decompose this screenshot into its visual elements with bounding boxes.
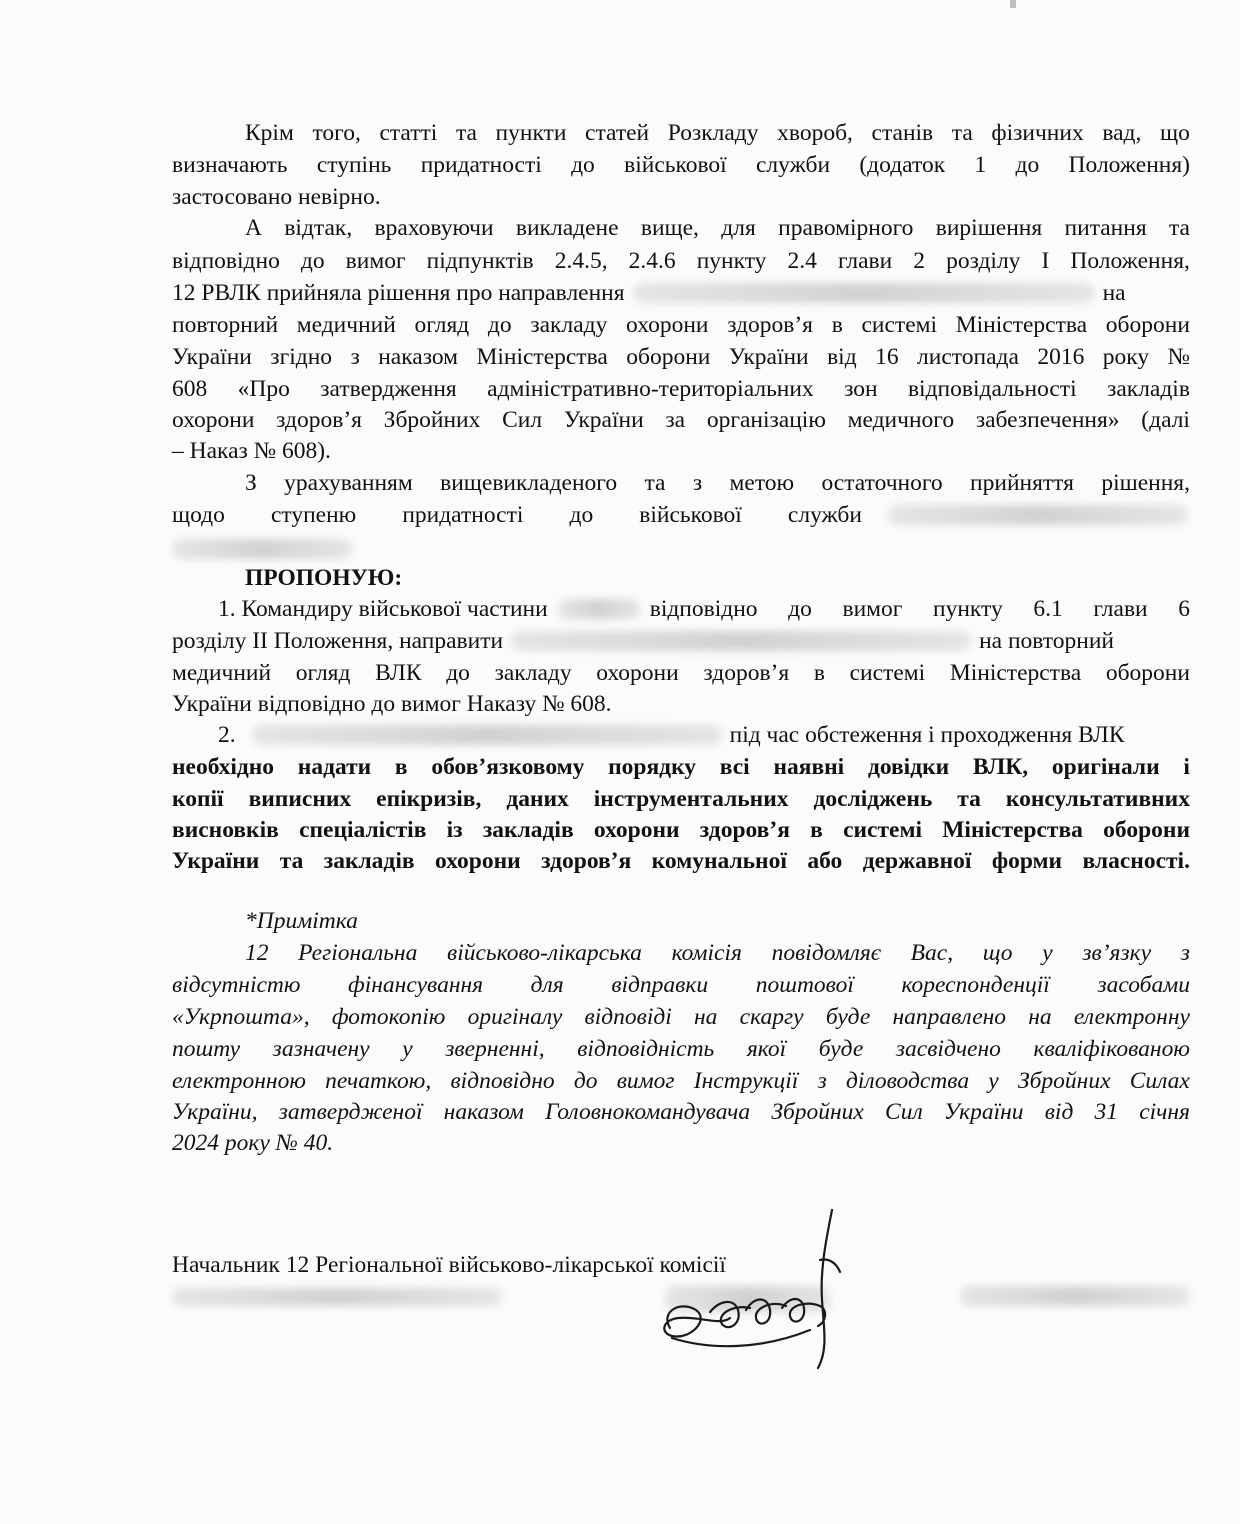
word: з (692, 470, 703, 496)
word: ступінь (316, 152, 392, 178)
para2-line3 (172, 278, 1190, 308)
redacted-name (888, 505, 1188, 525)
item1-line2-text: розділу ІІ Положення, направити (172, 628, 504, 654)
word: відправки (611, 972, 709, 998)
word: діловодства (845, 1068, 970, 1094)
word: статей (585, 120, 650, 146)
word: та (1169, 215, 1190, 241)
word: відповідальності (907, 376, 1077, 402)
word: від (1044, 1099, 1074, 1125)
word: виписних (248, 786, 352, 812)
signature-title: Начальник 12 Регіональної військово-лікарської комісії (172, 1252, 726, 1278)
word: кореспонденції (901, 972, 1050, 998)
word: вимог (345, 248, 406, 274)
word: викладене (515, 215, 619, 241)
para3-line2-words (172, 500, 862, 530)
word: огляд (414, 312, 470, 338)
word: затвердженої (278, 1099, 423, 1125)
word: відтак, (284, 215, 353, 241)
word: питання (1064, 215, 1147, 241)
word: станів (871, 120, 934, 146)
word: охорони (626, 312, 709, 338)
word: всі (719, 754, 750, 780)
word: та (455, 120, 477, 146)
word: Положення, (1070, 248, 1190, 274)
word: закладу (530, 312, 608, 338)
word: 2.4 (787, 248, 817, 274)
word: Збройних (1017, 1068, 1111, 1094)
word: Інструкції (693, 1068, 799, 1094)
word: закладів (482, 817, 574, 843)
word: 608 (172, 376, 208, 402)
word: того, (312, 120, 361, 146)
word: листопада (917, 344, 1019, 370)
word: охорони (172, 407, 255, 433)
word: Вас, (910, 940, 954, 966)
word: наказом (378, 344, 459, 370)
word: повідомляє (771, 940, 881, 966)
item2-bold-line1 (172, 752, 1190, 782)
word: від (827, 344, 857, 370)
word: року (1102, 344, 1150, 370)
word: повторний (172, 312, 279, 338)
word: електронною (172, 1068, 306, 1094)
word: України (728, 344, 809, 370)
redacted-rank (172, 1288, 502, 1306)
item1-line4: України відповідно до вимог Наказу № 608. (172, 691, 612, 717)
proposal-heading: ПРОПОНУЮ: (245, 565, 403, 591)
word: закладів (1107, 376, 1190, 402)
word: фінансування (348, 972, 484, 998)
word: зазначену (272, 1036, 370, 1062)
word: Крім (245, 120, 294, 146)
para3-line1 (245, 468, 1190, 498)
word: досліджень (813, 786, 933, 812)
word: відповіді (584, 1004, 672, 1030)
word: у (1042, 940, 1053, 966)
word: та (951, 120, 973, 146)
word: державної (862, 848, 972, 874)
word: печаткою, (325, 1068, 432, 1094)
word: буде (825, 1004, 871, 1030)
word: затвердження (320, 376, 457, 402)
word: в (813, 660, 825, 686)
signer-name (960, 1286, 1190, 1306)
word: вимог (842, 596, 903, 622)
word: скаргу (739, 1004, 804, 1030)
word: служби (755, 152, 831, 178)
word: ступеню (270, 502, 357, 528)
word: даних (506, 786, 569, 812)
word: з (817, 1068, 827, 1094)
word: до (571, 152, 595, 178)
word: 16 (875, 344, 899, 370)
word: із (446, 817, 463, 843)
word: направлено (892, 1004, 1007, 1030)
word: пошту (172, 1036, 241, 1062)
word: до (573, 1068, 598, 1094)
item1-line2-end: на повторний (979, 628, 1114, 654)
word: охорони (593, 817, 680, 843)
word: засобами (1097, 972, 1190, 998)
word: копії (172, 786, 224, 812)
word: України (172, 344, 252, 370)
word: глави (1093, 596, 1148, 622)
word: здоров’я (276, 407, 362, 433)
word: пункту (933, 596, 1003, 622)
word: ВЛК, (972, 754, 1029, 780)
word: здоров’я (541, 848, 632, 874)
word: засвідчено (895, 1036, 1001, 1062)
word: та (279, 848, 304, 874)
item2-line1 (218, 720, 1190, 750)
word: спеціалістів (299, 817, 427, 843)
word: що (1160, 120, 1190, 146)
word: розділу (946, 248, 1021, 274)
item2-number: 2. (218, 722, 236, 748)
word: придатності (420, 152, 542, 178)
word: Положення) (1068, 152, 1190, 178)
redacted-unit (558, 599, 640, 619)
word: форми (991, 848, 1063, 874)
word: придатності (402, 502, 524, 528)
scan-mark (1010, 0, 1016, 8)
word: «Про (237, 376, 290, 402)
word: адміністративно-територіальних (487, 376, 814, 402)
para3-line3 (172, 532, 352, 562)
word: до (487, 312, 512, 338)
word: Міністерства (476, 344, 608, 370)
word: 2 (913, 248, 926, 274)
word: прийняття (970, 470, 1074, 496)
word: відповідно (450, 1068, 555, 1094)
note-line3 (172, 1002, 1190, 1032)
word: відповідно (172, 248, 280, 274)
word: відповідність (577, 1036, 715, 1062)
para2-line1 (245, 213, 1190, 243)
para2-line3-end: на (1102, 280, 1126, 306)
para2-line7 (172, 405, 1190, 435)
note-title: *Примітка (245, 908, 358, 934)
word: в (810, 817, 823, 843)
word: статті (379, 120, 438, 146)
word: рішення, (1101, 470, 1190, 496)
word: військово-лікарська (447, 940, 642, 966)
para1-line1 (245, 118, 1190, 148)
word: № (1167, 344, 1190, 370)
word: січня (1139, 1099, 1190, 1125)
redacted-signer-name (960, 1286, 1190, 1306)
word: до (446, 660, 470, 686)
word: І (1041, 248, 1050, 274)
word: вирішення (935, 215, 1043, 241)
word: Регіональна (298, 940, 418, 966)
word: України, (172, 1099, 258, 1125)
para1-line3: застосовано невірно. (172, 184, 381, 210)
word: якої (746, 1036, 787, 1062)
word: Силах (1129, 1068, 1190, 1094)
word: вад, (1102, 120, 1142, 146)
word: визначають (172, 152, 288, 178)
word: електронну (1073, 1004, 1190, 1030)
word: правомірного (778, 215, 914, 241)
word: і (1183, 754, 1190, 780)
word: 6.1 (1033, 596, 1063, 622)
word: вище, (640, 215, 699, 241)
word: пункту (696, 248, 767, 274)
word: щодо (172, 502, 225, 528)
item2-bold-line3 (172, 815, 1190, 845)
word: та (957, 786, 981, 812)
word: підпунктів (426, 248, 534, 274)
word: З (245, 470, 257, 496)
word: урахуванням (284, 470, 413, 496)
word: медичний (296, 312, 396, 338)
word: за (665, 407, 686, 433)
redacted-name (252, 725, 722, 745)
word: хвороб, (777, 120, 853, 146)
word: та (644, 470, 666, 496)
word: військової (639, 502, 742, 528)
word: власності. (1082, 848, 1190, 874)
word: метою (729, 470, 795, 496)
word: на (694, 1004, 718, 1030)
word: порядку (608, 754, 697, 780)
word: глави (837, 248, 893, 274)
note-line5 (172, 1066, 1190, 1096)
word: Міністерства (949, 660, 1082, 686)
item1-line3 (172, 658, 1190, 688)
item1-line2 (172, 626, 1190, 656)
para2-line8: – Наказ № 608). (172, 438, 331, 464)
word: до (300, 248, 325, 274)
word: організацію (706, 407, 826, 433)
word: оборони (1105, 660, 1190, 686)
word: оборони (1103, 817, 1190, 843)
word: медичного (847, 407, 955, 433)
word: поштової (755, 972, 854, 998)
word: зверненні, (445, 1036, 545, 1062)
word: оригіналу (467, 1004, 563, 1030)
word: фотокопію (331, 1004, 446, 1030)
word: 2.4.5, (554, 248, 608, 274)
handwritten-signature (650, 1200, 870, 1380)
word: до (569, 502, 594, 528)
word: 12 (245, 940, 269, 966)
word: Розкладу (667, 120, 759, 146)
word: 2.4.6 (628, 248, 676, 274)
word: оборони (626, 344, 711, 370)
word: у (988, 1068, 999, 1094)
word: закладів (323, 848, 415, 874)
word: в (831, 312, 843, 338)
word: закладу (494, 660, 572, 686)
word: необхідно (172, 754, 275, 780)
word: А (245, 215, 262, 241)
word: України (172, 848, 260, 874)
word: до (788, 596, 812, 622)
redacted-name (172, 539, 352, 559)
note-line2 (172, 970, 1190, 1000)
para2-line4 (172, 310, 1190, 340)
word: огляд (295, 660, 351, 686)
word: ВЛК (375, 660, 422, 686)
word: що (982, 940, 1013, 966)
word: надати (297, 754, 372, 780)
word: зв’язку (1082, 940, 1152, 966)
word: Збройних (771, 1099, 864, 1125)
redacted-name (633, 283, 1095, 303)
word: Міністерства (955, 312, 1088, 338)
word: кваліфікованою (1033, 1036, 1190, 1062)
word: 2016 (1037, 344, 1085, 370)
para2-line6 (172, 374, 1190, 404)
word: охорони (434, 848, 521, 874)
word: Сил (885, 1099, 923, 1125)
word: оборони (1105, 312, 1190, 338)
note-line4 (172, 1034, 1190, 1064)
word: фізичних (991, 120, 1084, 146)
word: забезпечення» (975, 407, 1120, 433)
para2-line3-text: 12 РВЛК прийняла рішення про направлення (172, 280, 625, 306)
word: враховуючи (374, 215, 494, 241)
word: здоров’я (699, 817, 790, 843)
item2-bold-line4 (172, 846, 1190, 876)
note-line1 (245, 938, 1190, 968)
word: оригінали (1051, 754, 1160, 780)
word: зон (844, 376, 878, 402)
word: в (394, 754, 408, 780)
word: 6 (1178, 596, 1190, 622)
word: з (350, 344, 360, 370)
word: охорони (596, 660, 679, 686)
para2-line5 (172, 342, 1190, 372)
redacted-name (511, 631, 971, 651)
item2-line1-text: під час обстеження і проходження ВЛК (729, 722, 1125, 748)
word: буде (818, 1036, 864, 1062)
word: з (1180, 940, 1190, 966)
word: (далі (1141, 407, 1190, 433)
word: служби (787, 502, 862, 528)
word: вищевикладеного (440, 470, 618, 496)
word: до (1015, 152, 1040, 178)
para2-line2 (172, 246, 1190, 276)
word: згідно (270, 344, 333, 370)
item1-line1 (218, 594, 1190, 624)
word: пункти (495, 120, 567, 146)
para1-line2 (172, 150, 1190, 180)
word: у (402, 1036, 413, 1062)
word: здоров’я (703, 660, 790, 686)
signature-rank (172, 1288, 502, 1306)
word: України (943, 1099, 1024, 1125)
word: Головнокомандувача (545, 1099, 751, 1125)
word: на (1028, 1004, 1052, 1030)
word: системі (861, 312, 938, 338)
item2-bold-line2 (172, 784, 1190, 814)
item1-line1-text: 1. Командиру військової частини (218, 596, 548, 622)
word: або (807, 848, 843, 874)
word: вимог (616, 1068, 675, 1094)
word: для (530, 972, 564, 998)
word: довідки (867, 754, 950, 780)
word: інструментальних (593, 786, 789, 812)
item1-line1-words (650, 594, 1190, 624)
word: епікризів, (376, 786, 482, 812)
word: «Укрпошта», (172, 1004, 310, 1030)
word: консультативних (1005, 786, 1190, 812)
word: для (721, 215, 756, 241)
word: здоров’я (727, 312, 813, 338)
word: наявні (773, 754, 845, 780)
word: комісія (671, 940, 742, 966)
word: остаточного (821, 470, 943, 496)
word: комунальної (651, 848, 787, 874)
word: Сил (502, 407, 543, 433)
word: відповідно (649, 596, 758, 622)
word: медичний (172, 660, 272, 686)
note-line6 (172, 1097, 1190, 1127)
word: системі (849, 660, 926, 686)
word: обов’язковому (431, 754, 585, 780)
word: наказом (443, 1099, 524, 1125)
note-line7: 2024 року № 40. (172, 1130, 334, 1156)
word: (додаток (859, 152, 946, 178)
word: відсутністю (172, 972, 301, 998)
word: 1 (974, 152, 987, 178)
word: 31 (1094, 1099, 1119, 1125)
para3-line2 (172, 500, 1190, 530)
word: України (563, 407, 644, 433)
word: Міністерства (942, 817, 1083, 843)
word: системі (843, 817, 922, 843)
word: військової (624, 152, 727, 178)
word: висновків (172, 817, 279, 843)
word: Збройних (383, 407, 481, 433)
